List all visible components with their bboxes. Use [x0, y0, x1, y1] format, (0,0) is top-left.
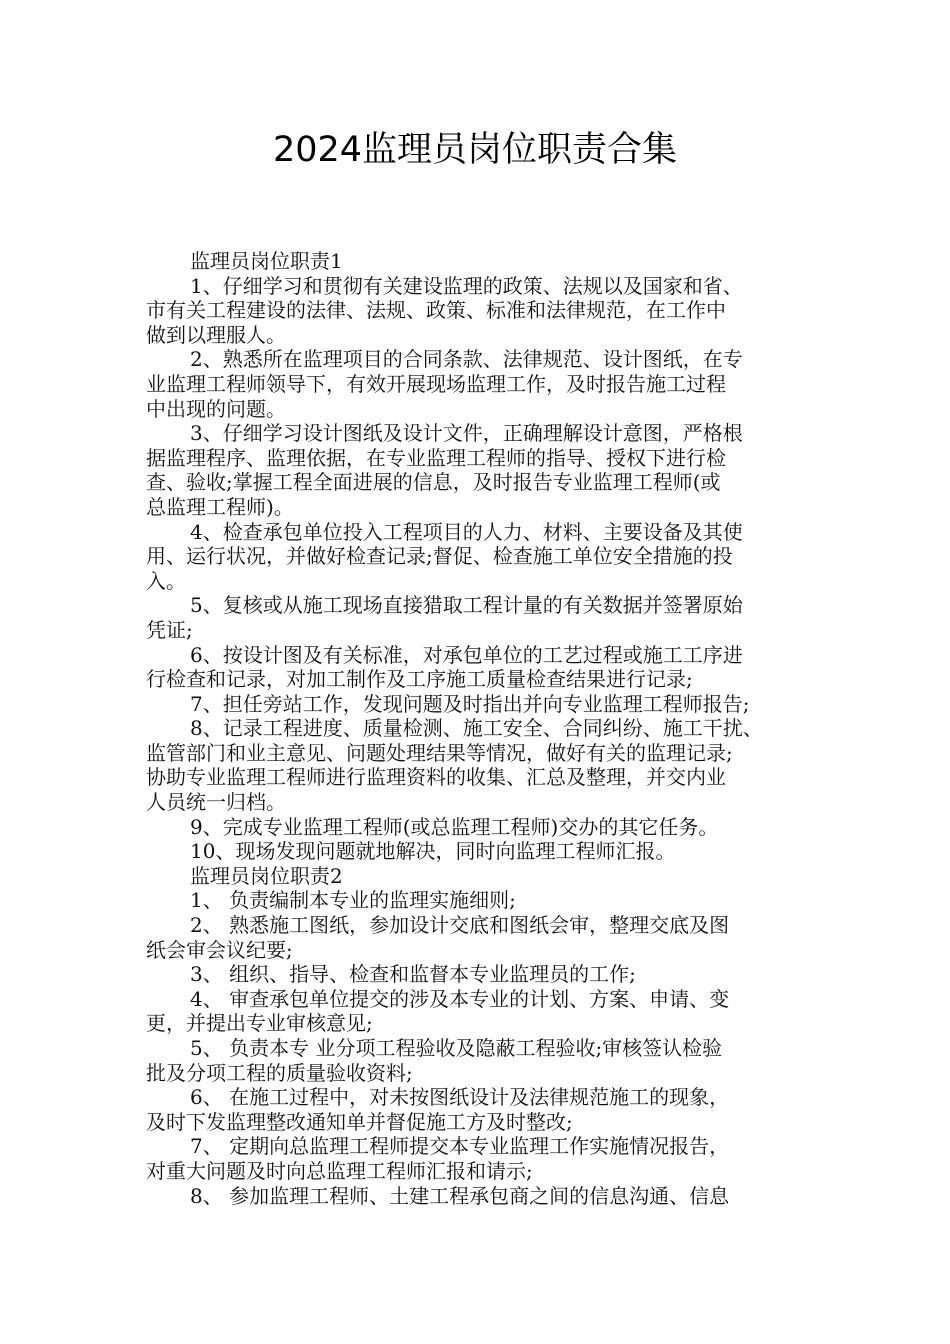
text-line: 入。: [146, 568, 186, 593]
text-line: 1、仔细学习和贯彻有关建设监理的政策、法规以及国家和省、: [190, 273, 743, 298]
text-line: 对重大问题及时向总监理工程师汇报和请示;: [146, 1158, 533, 1183]
text-line: 协助专业监理工程师进行监理资料的收集、汇总及整理，并交内业: [146, 765, 726, 790]
text-line: 9、完成专业监理工程师(或总监理工程师)交办的其它任务。: [190, 814, 719, 839]
document-body: [146, 249, 810, 1208]
text-line: 市有关工程建设的法律、法规、政策、标准和法律规范，在工作中: [146, 298, 726, 323]
text-line: 8、 参加监理工程师、土建工程承包商之间的信息沟通、信息: [190, 1183, 730, 1208]
text-line: 7、 定期向总监理工程师提交本专业监理工作实施情况报告，: [190, 1134, 730, 1159]
text-line: 3、仔细学习设计图纸及设计文件，正确理解设计意图，严格根: [190, 421, 743, 446]
text-line: 监理员岗位职责1: [190, 249, 343, 273]
text-line: 据监理程序、监理依据，在专业监理工程师的指导、授权下进行检: [146, 445, 726, 470]
text-line: 总监理工程师)。: [146, 494, 294, 519]
text-line: 8、记录工程进度、质量检测、施工安全、合同纠纷、施工干扰、: [190, 716, 763, 741]
text-line: 做到以理服人。: [146, 322, 286, 347]
text-line: 业监理工程师领导下，有效开展现场监理工作，及时报告施工过程: [146, 371, 726, 396]
text-line: 监理员岗位职责2: [190, 863, 343, 888]
text-line: 查、验收;掌握工程全面进展的信息，及时报告专业监理工程师(或: [146, 470, 721, 495]
text-line: 批及分项工程的质量验收资料;: [146, 1060, 413, 1085]
text-line: 凭证;: [146, 617, 193, 642]
text-line: 监管部门和业主意见、问题处理结果等情况，做好有关的监理记录;: [146, 740, 733, 765]
text-line: 行检查和记录，对加工制作及工序施工质量检查结果进行记录;: [146, 667, 693, 692]
document-title: 2024监理员岗位职责合集: [272, 130, 678, 170]
text-line: 2、 熟悉施工图纸，参加设计交底和图纸会审，整理交底及图: [190, 913, 730, 938]
text-line: 5、 负责本专 业分项工程验收及隐蔽工程验收;审核签认检验: [190, 1036, 723, 1060]
text-line: 2、熟悉所在监理项目的合同条款、法律规范、设计图纸，在专: [190, 347, 743, 372]
text-line: 6、按设计图及有关标准，对承包单位的工艺过程或施工工序进: [190, 642, 743, 667]
text-line: 3、 组织、指导、检查和监督本专业监理员的工作;: [190, 962, 636, 987]
text-line: 10、现场发现问题就地解决，同时向监理工程师汇报。: [190, 839, 676, 864]
text-line: 中出现的问题。: [146, 396, 286, 421]
text-line: 1、 负责编制本专业的监理实施细则;: [190, 888, 516, 913]
text-line: 7、担任旁站工作，发现问题及时指出并向专业监理工程师报告;: [190, 691, 750, 716]
text-line: 及时下发监理整改通知单并督促施工方及时整改;: [146, 1109, 573, 1134]
text-line: 4、 审查承包单位提交的涉及本专业的计划、方案、申请、变: [190, 986, 730, 1011]
text-line: 纸会审会议纪要;: [146, 937, 293, 962]
text-line: 更，并提出专业审核意见;: [146, 1011, 373, 1036]
text-line: 6、 在施工过程中，对未按图纸设计及法律规范施工的现象，: [190, 1085, 730, 1110]
text-line: 用、运行状况，并做好检查记录;督促、检查施工单位安全措施的投: [146, 544, 733, 569]
text-line: 4、检查承包单位投入工程项目的人力、材料、主要设备及其使: [190, 519, 743, 544]
text-line: 人员统一归档。: [146, 790, 286, 815]
text-line: 5、复核或从施工现场直接猎取工程计量的有关数据并签署原始: [190, 593, 743, 618]
